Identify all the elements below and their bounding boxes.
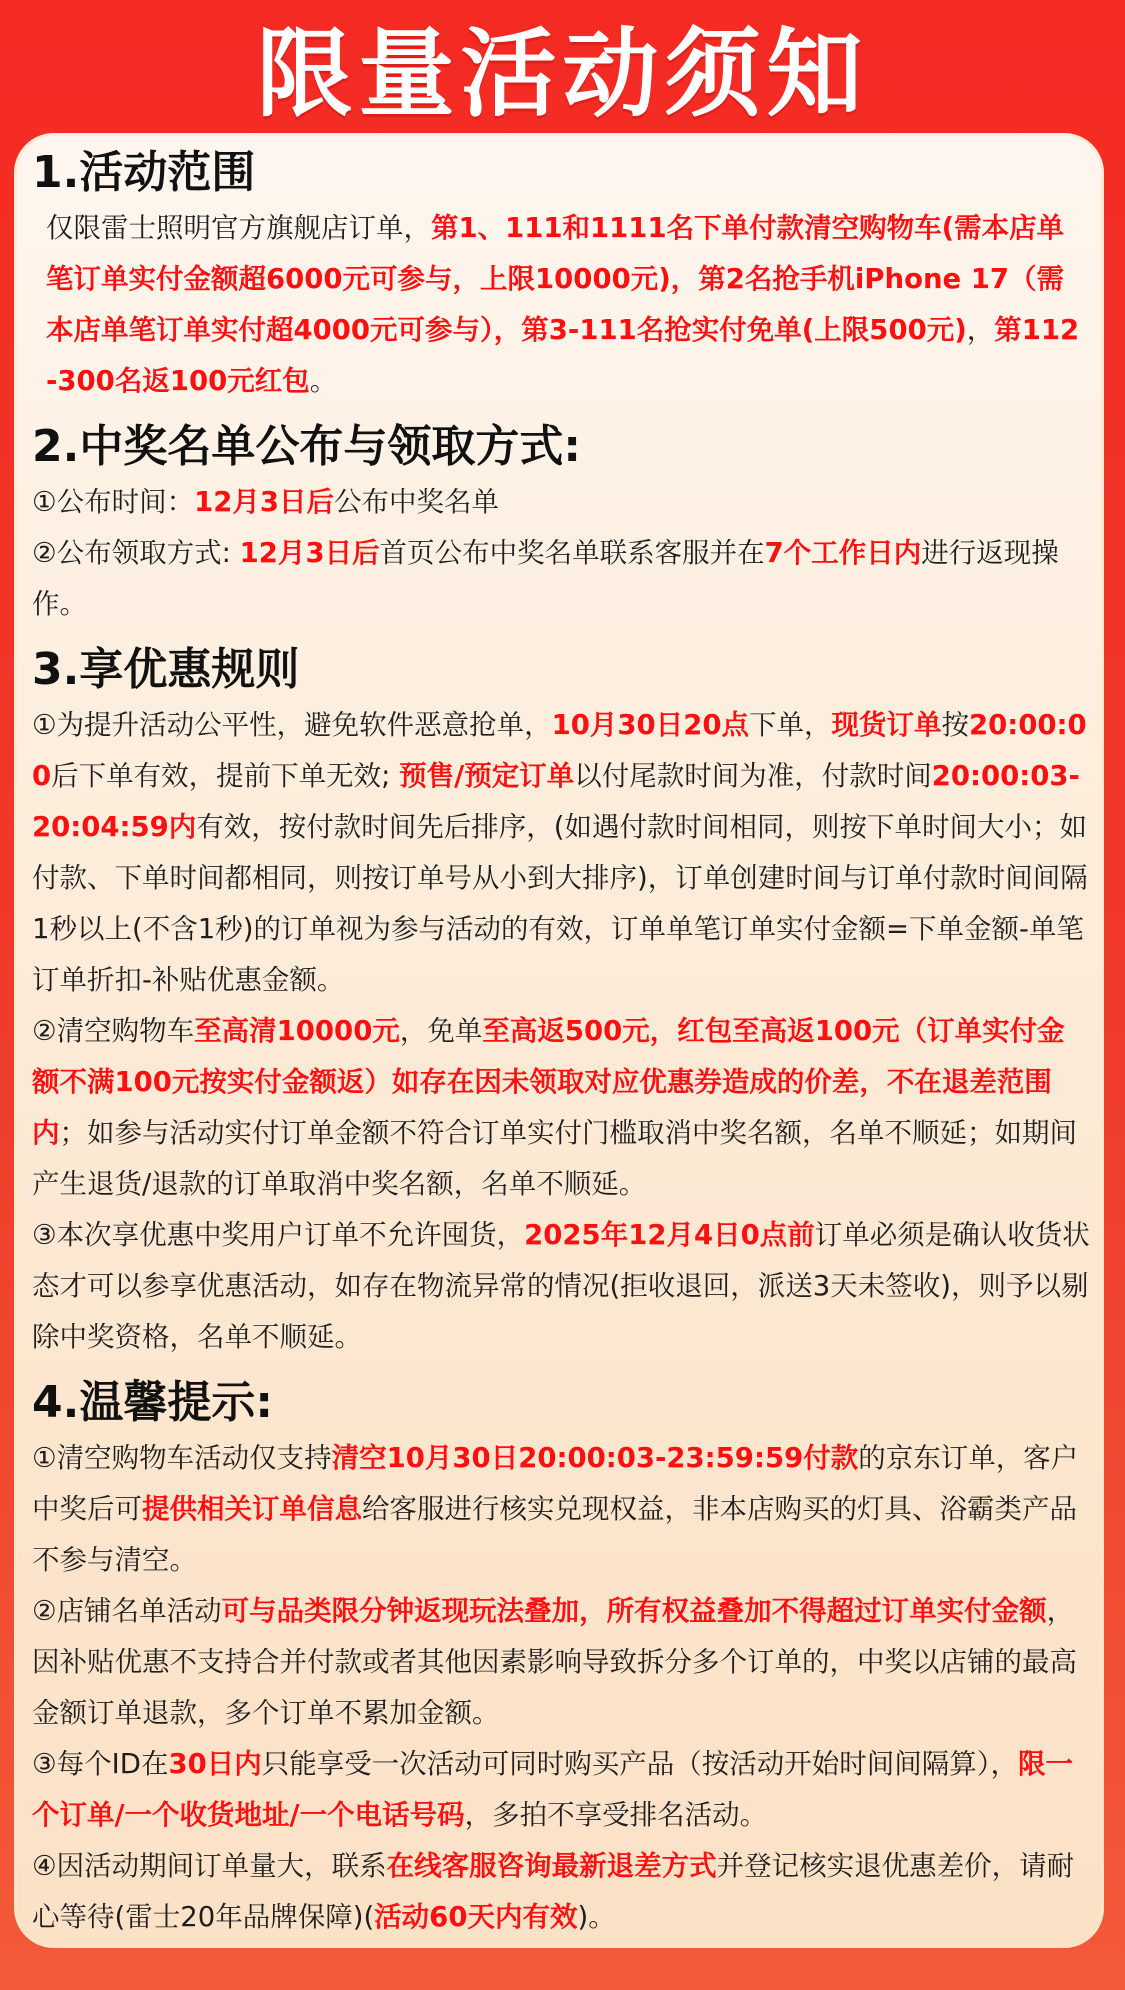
highlight-text: 可与品类限分钟返现玩法叠加，所有权益叠加不得超过订单实付金额 [221,1595,1047,1627]
body-text: 按 [941,709,969,741]
body-text: ①为提升活动公平性，避免软件恶意抢单， [32,709,552,741]
highlight-text: 限一个订单/一个收货地址/一个电话号码 [32,1748,1073,1831]
body-text: 订单必须是确认收货状态才可以参享优惠活动，如存在物流异常的情况(拒收退回，派送3天未签收)，则予以剔除中奖资格，名单不顺延。 [32,1219,1090,1353]
rule-cart-clear-paragraph [32,1006,1090,1210]
body-text: 下单， [748,709,832,741]
rule-no-hoarding-paragraph [32,1210,1090,1363]
body-text: ③本次享优惠中奖用户订单不允许囤货， [32,1219,525,1251]
page-title: 限量活动须知 [256,18,869,130]
highlight-text: 20:00:00 [32,709,1087,792]
scope-paragraph [32,203,1090,407]
section-title-scope: 1.活动范围 [32,147,256,198]
section-title-tips: 4.温馨提示: [32,1377,273,1428]
highlight-text: 12月3日后 [194,486,335,518]
body-text: ；如参与活动实付订单金额不符合订单实付门槛取消中奖名额，名单不顺延；如期间产生退货/退款的订单取消中奖名额，名单不顺延。 [32,1117,1077,1200]
body-text: 并登记核实退优惠差价，请耐心等待(雷士20年品牌保障)( [32,1850,1075,1933]
body-text: ，免单 [399,1015,483,1047]
body-text: 公布中奖名单 [334,486,500,518]
tip-id-limit-paragraph [32,1739,1090,1841]
highlight-text: 至高返500元，红包至高返100元（订单实付金额不满100元按实付金额返）如存在因未领取对应优惠券造成的价差，不在退差范围内 [32,1015,1065,1149]
body-text: 的京东订单，客户中奖后可 [32,1442,1079,1525]
highlight-text: 预售/预定订单 [399,760,575,792]
rule-fairness-paragraph [32,700,1090,1006]
body-text: 仅限雷士照明官方旗舰店订单， [46,212,431,244]
body-text: ，多拍不享受排名活动。 [464,1799,768,1831]
highlight-text: 至高清10000元 [194,1015,400,1047]
body-text: ②公布领取方式: [32,537,240,569]
highlight-text: 现货订单 [831,709,942,741]
rules-card [14,133,1104,1948]
body-text: ③每个ID在 [32,1748,169,1780]
body-text: 以付尾款时间为准，付款时间 [574,760,932,792]
highlight-text: 第112-300名返100元红包 [46,314,1080,397]
body-text: 进行返现操作。 [32,537,1059,620]
body-text: ④因活动期间订单量大，联系 [32,1850,387,1882]
highlight-text: 12月3日后 [239,537,380,569]
rules-content [32,143,1090,1943]
body-text: 首页公布中奖名单联系客服并在 [379,537,765,569]
claim-method-paragraph [32,528,1090,630]
highlight-text: 第1、111和1111名下单付款清空购物车(需本店单笔订单实付金额超6000元可参与，上限10000元)，第2名抢手机iPhone 17（需本店单笔订单实付超4000元可参与），第3-111名抢实付免单(上限500元) [46,212,1065,346]
highlight-text: 20:00:03-20:04:59内 [32,760,1080,843]
body-text: )。 [577,1901,616,1933]
section-title-winner-list: 2.中奖名单公布与领取方式: [32,421,581,472]
highlight-text: 2025年12月4日0点前 [524,1219,815,1251]
body-text: ①清空购物车活动仅支持 [32,1442,332,1474]
section-title-discount-rules: 3.享优惠规则 [32,644,300,695]
body-text: ②清空购物车 [32,1015,195,1047]
highlight-text: 10月30日20点 [551,709,749,741]
body-text: 。 [309,365,338,397]
body-text: 只能享受一次活动可同时购买产品（按活动开始时间间隔算）， [261,1748,1018,1780]
announce-time-paragraph [32,477,1090,528]
highlight-text: 提供相关订单信息 [142,1493,362,1525]
body-text: 后下单有效，提前下单无效; [51,760,400,792]
body-text: ，因补贴优惠不支持合并付款或者其他因素影响导致拆分多个订单的，中奖以店铺的最高金额订单退款，多个订单不累加金额。 [32,1595,1077,1729]
body-text: ①公布时间： [32,486,195,518]
tip-customer-service-paragraph [32,1841,1090,1943]
highlight-text: 7个工作日内 [764,537,922,569]
body-text: ②店铺名单活动 [32,1595,222,1627]
highlight-text: 清空10月30日20:00:03-23:59:59付款 [331,1442,859,1474]
highlight-text: 30日内 [168,1748,262,1780]
tip-cart-clear-paragraph [32,1433,1090,1586]
highlight-text: 活动60天内有效 [374,1901,578,1933]
body-text: 给客服进行核实兑现权益，非本店购买的灯具、浴霸类产品不参与清空。 [32,1493,1077,1576]
body-text: ， [966,314,995,346]
highlight-text: 在线客服咨询最新退差方式 [386,1850,717,1882]
body-text: 有效，按付款时间先后排序，(如遇付款时间相同，则按下单时间大小；如付款、下单时间都相同，则按订单号从小到大排序)，订单创建时间与订单付款时间间隔1秒以上(不含1秒)的订单视为参与活动的有效，订单单笔订单实付金额=下单金额-单笔订单折扣-补贴优惠金额。 [32,811,1088,996]
tip-stacking-paragraph [32,1586,1090,1739]
